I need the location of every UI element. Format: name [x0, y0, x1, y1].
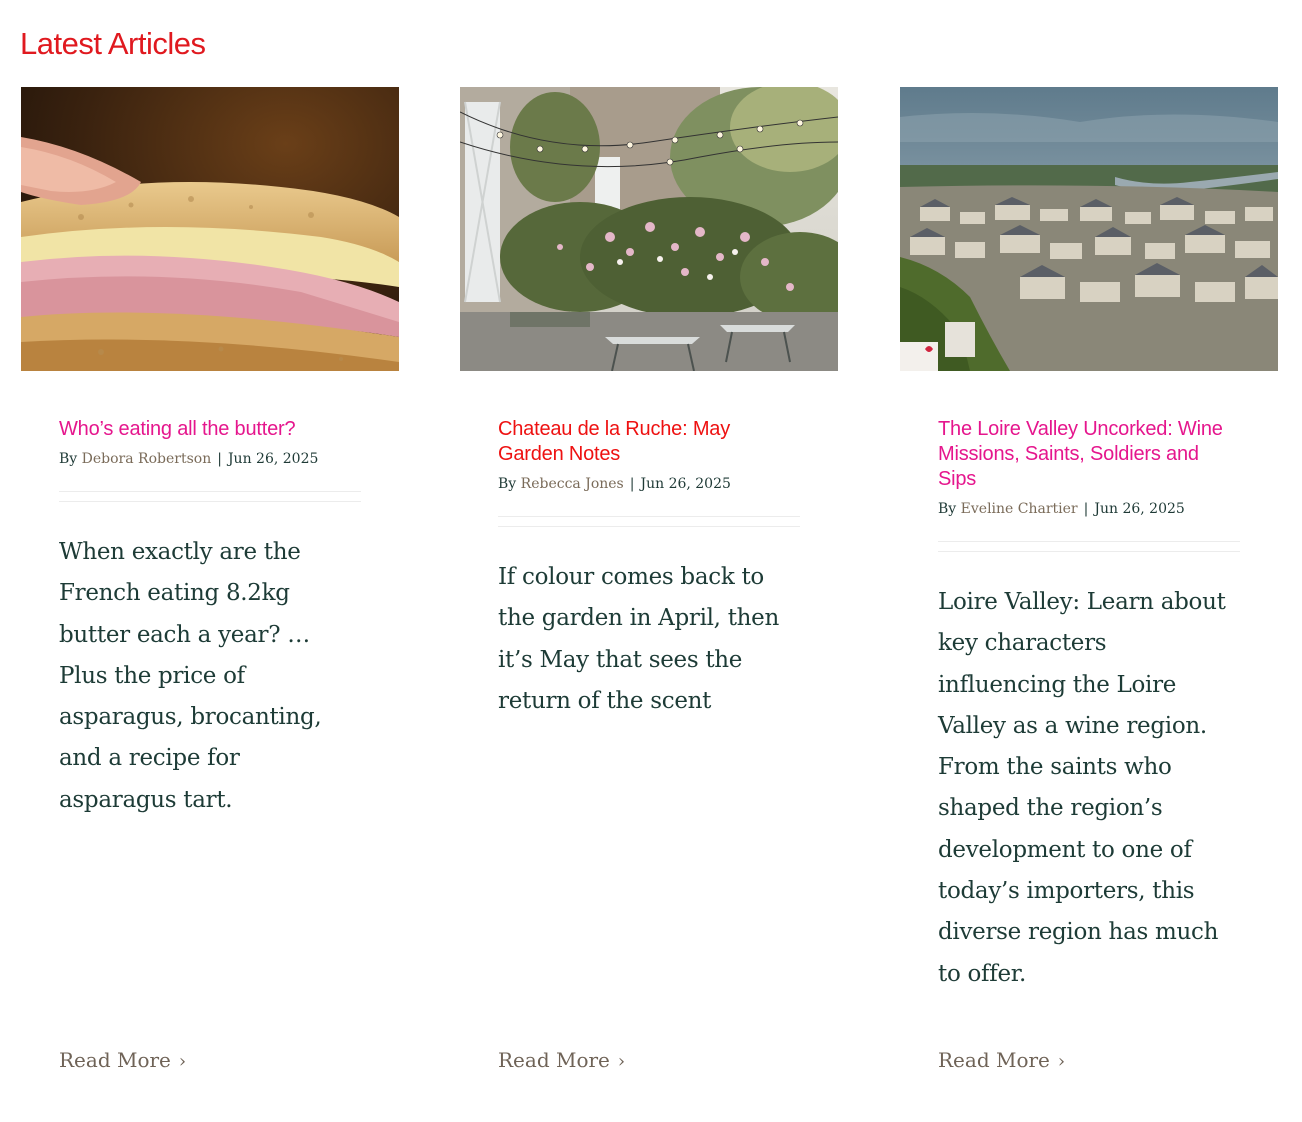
meta-separator: | [1083, 501, 1089, 517]
article-title-link[interactable]: Chateau de la Ruche: May Garden Notes [498, 418, 731, 465]
read-more-link[interactable] [938, 1046, 1065, 1076]
post-date: Jun 26, 2025 [227, 451, 319, 467]
article-excerpt: Loire Valley: Learn about key characters influencing the Loire Valley as a wine region. From the saints who shaped the region’s development to one of today’s importers, this diverse region has much to offer. [938, 589, 1226, 987]
garden-image [460, 87, 838, 371]
article-title-link[interactable]: Who’s eating all the butter? [59, 418, 296, 440]
post-date: Jun 26, 2025 [1094, 501, 1185, 517]
article-body [59, 417, 361, 821]
article-meta [938, 499, 1240, 519]
article-card [460, 87, 838, 1097]
section-title: Latest Articles [20, 26, 206, 61]
chevron-right-icon: › [1057, 1051, 1066, 1072]
read-more-label: Read More [59, 1048, 171, 1072]
article-card [21, 87, 399, 1097]
author-link[interactable]: Rebecca Jones [520, 476, 624, 492]
read-more-link[interactable] [59, 1046, 186, 1076]
chevron-right-icon: › [178, 1051, 187, 1072]
by-label: By [938, 501, 957, 517]
article-thumbnail[interactable] [900, 87, 1278, 371]
author-link[interactable]: Debora Robertson [81, 451, 212, 467]
article-title-link[interactable]: The Loire Valley Uncorked: Wine Missions, Saints, Soldiers and Sips [938, 418, 1223, 490]
article-thumbnail[interactable] [21, 87, 399, 371]
read-more-label: Read More [938, 1048, 1050, 1072]
article-card [900, 87, 1278, 1097]
divider [59, 491, 361, 502]
post-date: Jun 26, 2025 [640, 476, 731, 492]
article-meta [59, 449, 361, 469]
meta-separator: | [629, 476, 635, 492]
chevron-right-icon: › [617, 1051, 626, 1072]
article-body [498, 417, 800, 722]
sandwich-image [21, 87, 399, 371]
by-label: By [498, 476, 517, 492]
read-more-link[interactable] [498, 1046, 625, 1076]
divider [938, 541, 1240, 552]
article-body [938, 417, 1240, 995]
article-meta [498, 474, 800, 494]
article-excerpt: If colour comes back to the garden in April, then it’s May that sees the return of the scent [498, 564, 779, 714]
divider [498, 516, 800, 527]
article-excerpt: When exactly are the French eating 8.2kg butter each a year? … Plus the price of asparagus, brocanting, and a recipe for asparagus tart. [59, 539, 322, 813]
meta-separator: | [217, 451, 222, 467]
by-label: By [59, 451, 78, 467]
article-thumbnail[interactable] [460, 87, 838, 371]
town-aerial-image [900, 87, 1278, 371]
read-more-label: Read More [498, 1048, 610, 1072]
author-link[interactable]: Eveline Chartier [960, 501, 1078, 517]
